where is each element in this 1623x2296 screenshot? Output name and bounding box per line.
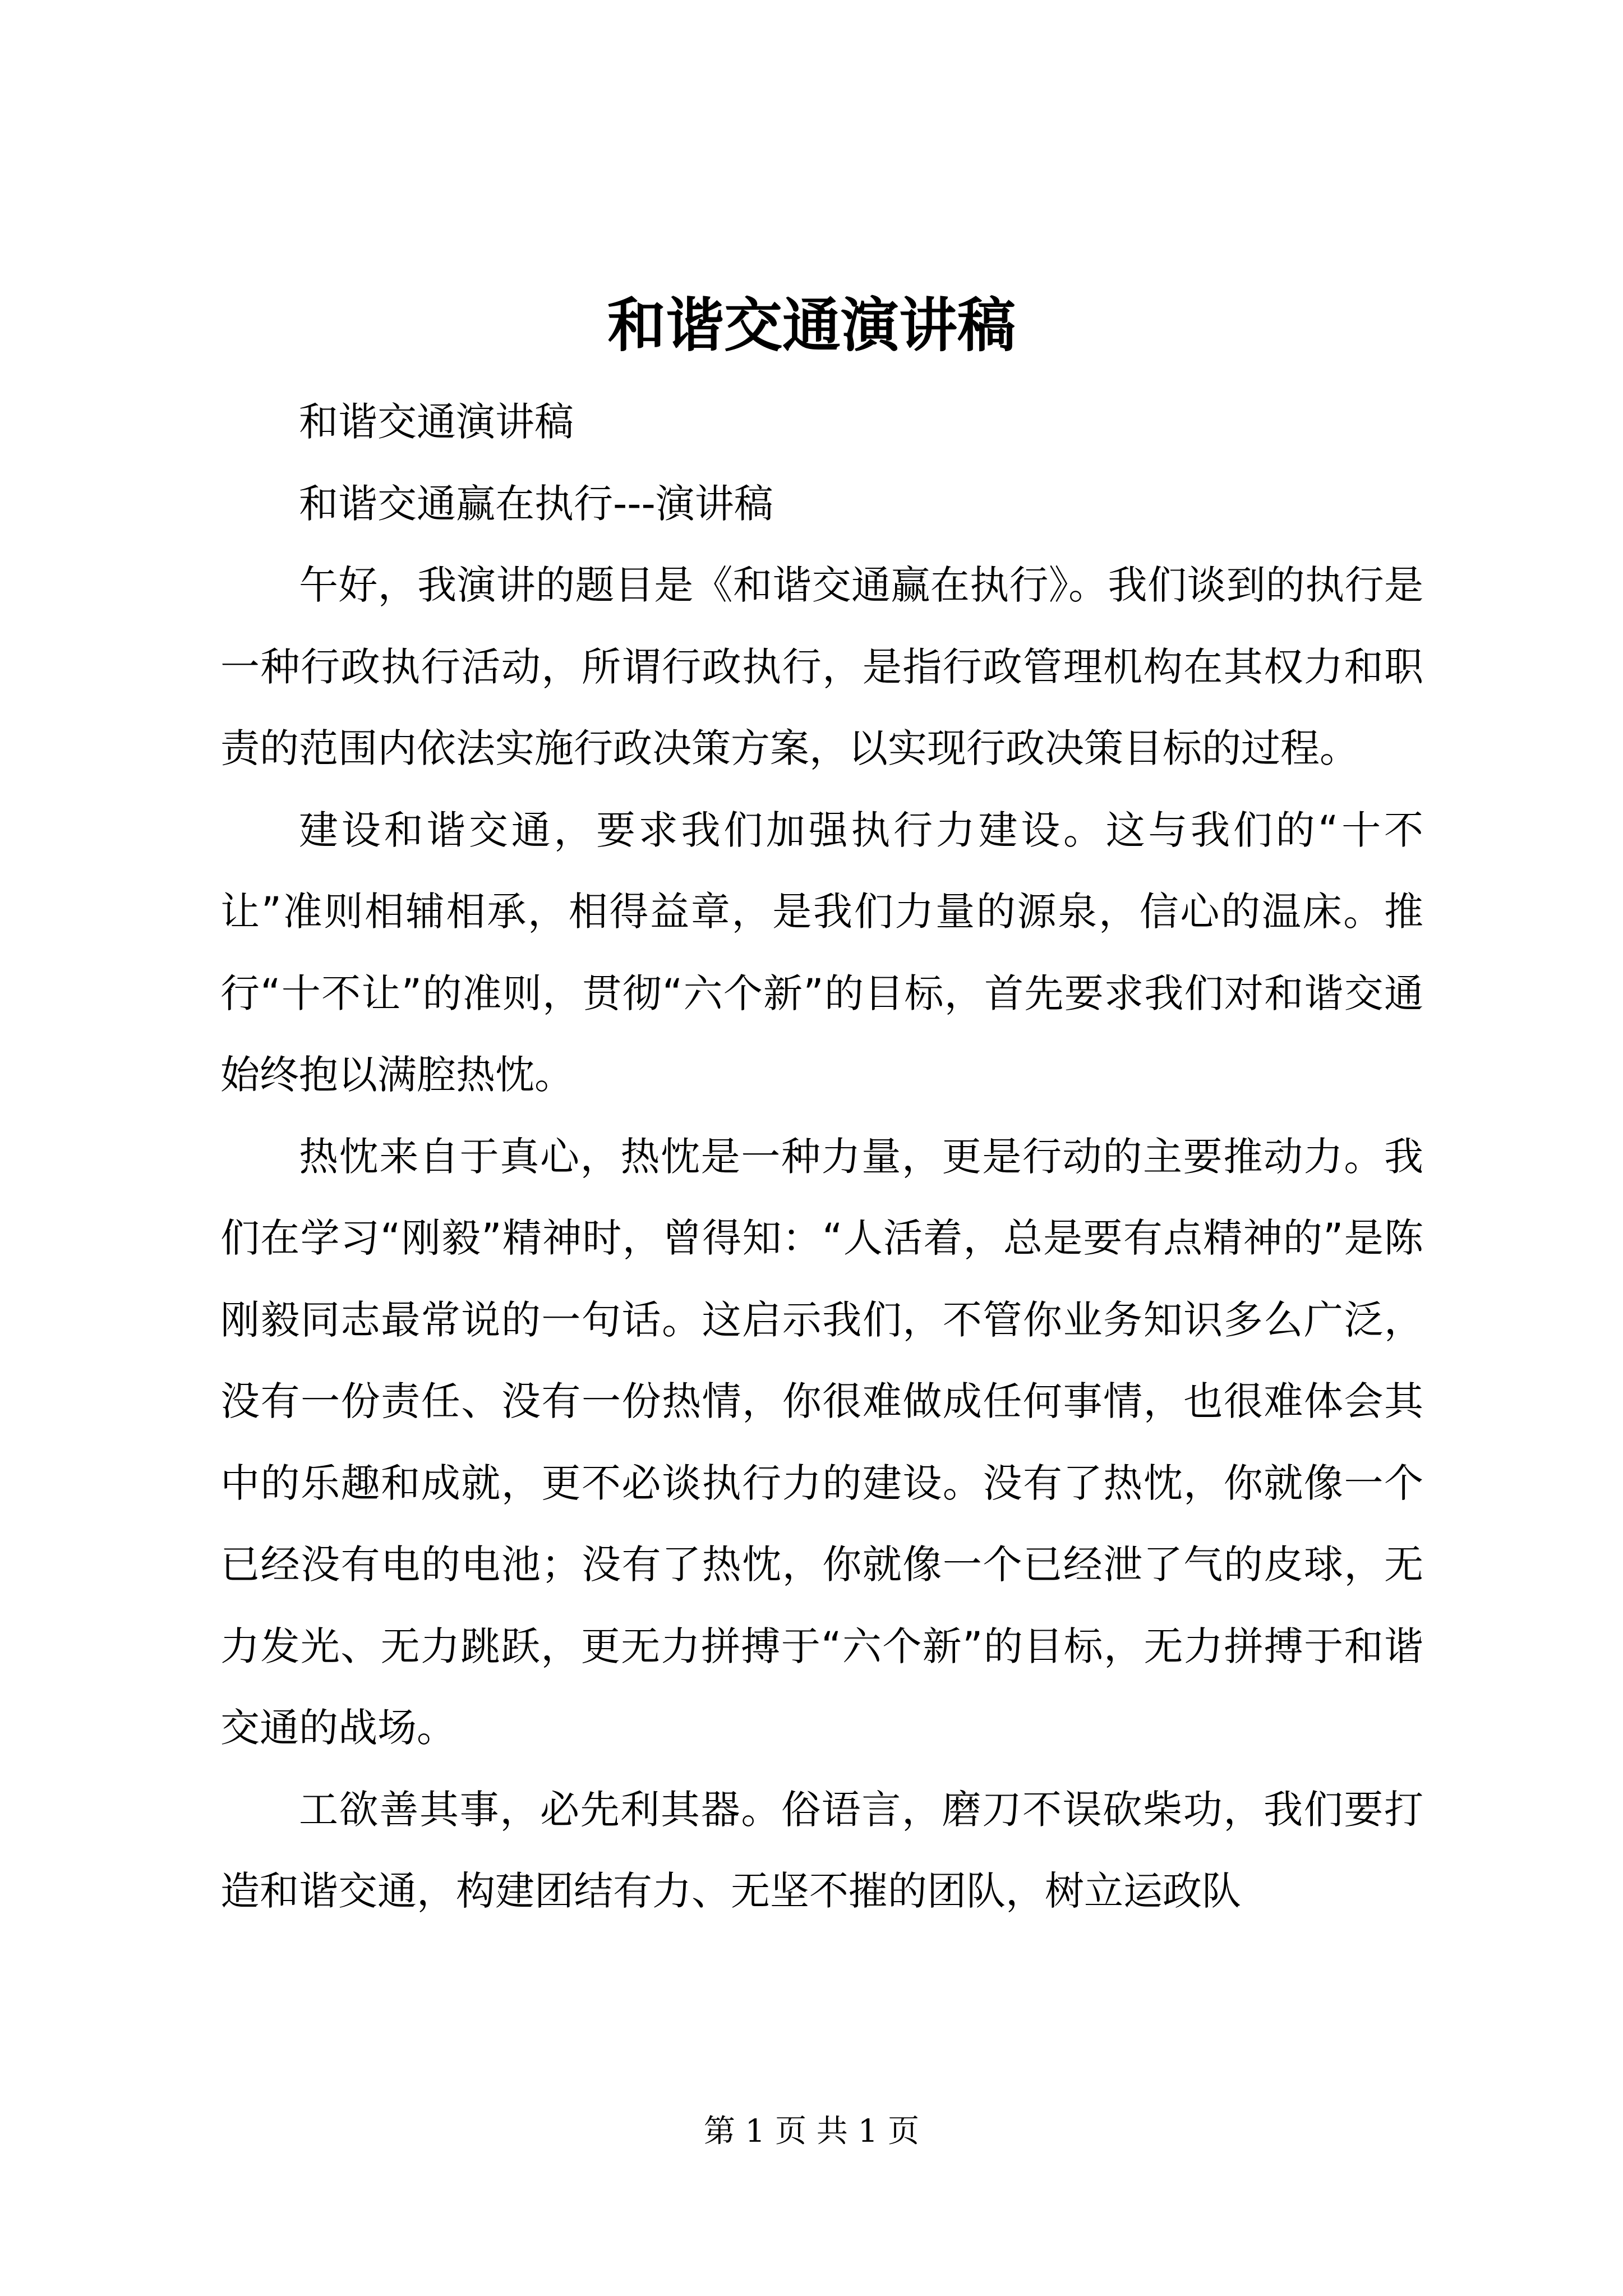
paragraph-enthusiasm: 热忱来自于真心，热忱是一种力量，更是行动的主要推动力。我们在学习“刚毅”精神时，曾得知：“人活着，总是要有点精神的”是陈刚毅同志最常说的一句话。这启示我们，不管你业务知识多么广泛，没有一份责任、没有一份热情，你很难做成任何事情，也很难体会其中的乐趣和成就，更不必谈执行力的建设。没有了热忱，你就像一个已经没有电的电池；没有了热忱，你就像一个已经泄了气的皮球，无力发光、无力跳跃，更无力拼搏于“六个新”的目标，无力拼搏于和谐交通的战场。 xyxy=(220,1133,1423,1751)
paragraph-construction: 建设和谐交通，要求我们加强执行力建设。这与我们的“十不让”准则相辅相承，相得益章，是我们力量的源泉，信心的温床。推行“十不让”的准则，贯彻“六个新”的目标，首先要求我们对和谐交通始终抱以满腔热忱。 xyxy=(220,807,1423,1098)
document-body xyxy=(220,381,1423,1932)
paragraph-subtitle: 和谐交通演讲稿 xyxy=(299,399,574,445)
page-footer: 第 1 页 共 1 页 xyxy=(703,2113,920,2150)
paragraph-heading: 和谐交通赢在执行---演讲稿 xyxy=(299,480,773,527)
paragraph-intro: 午好，我演讲的题目是《和谐交通赢在执行》。我们谈到的执行是一种行政执行活动，所谓行政执行，是指行政管理机构在其权力和职责的范围内依法实施行政决策方案，以实现行政决策目标的过程。 xyxy=(220,562,1423,771)
paragraph-tools: 工欲善其事，必先利其器。俗语言，磨刀不误砍柴功，我们要打造和谐交通，构建团结有力、无坚不摧的团队，树立运政队 xyxy=(220,1786,1423,1914)
document-title: 和谐交通演讲稿 xyxy=(607,291,1016,360)
